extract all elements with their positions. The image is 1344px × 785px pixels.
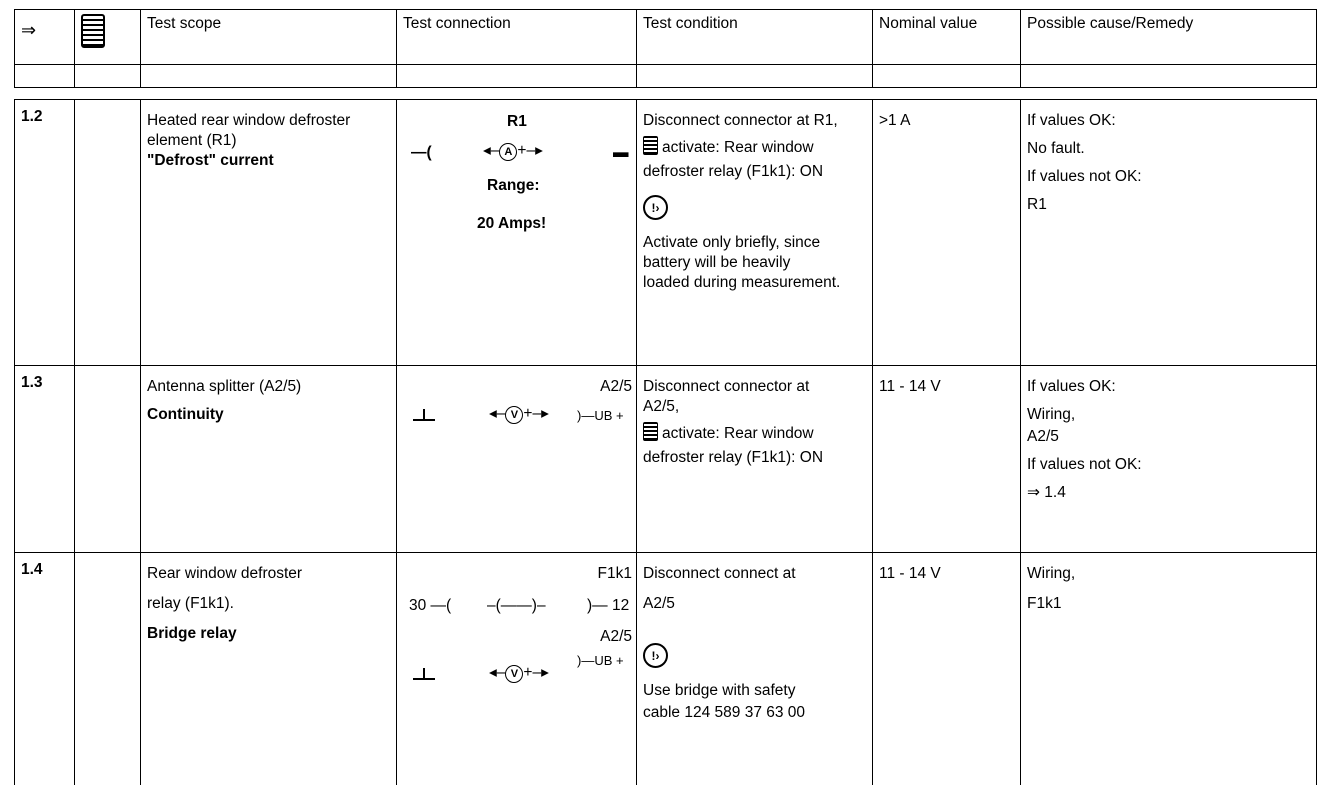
cause-line: Wiring,	[1027, 406, 1316, 424]
connection-label: R1	[507, 113, 527, 131]
scope-line: Antenna splitter (A2/5)	[147, 378, 396, 396]
possible-cause-cell	[1021, 100, 1317, 366]
cause-line: No fault.	[1027, 140, 1316, 158]
scope-bold: "Defrost" current	[147, 152, 396, 170]
table-row	[15, 100, 1317, 366]
test-connection-cell	[397, 553, 637, 785]
header-possible-cause: Possible cause/Remedy	[1021, 10, 1317, 65]
cause-line: If values not OK:	[1027, 168, 1316, 186]
header-empty-cell	[75, 65, 141, 88]
terminal-30-label: 30	[409, 597, 426, 614]
condition-line: Disconnect connect at	[643, 565, 872, 583]
header-arrow: ⇒	[15, 10, 75, 65]
test-connection-cell	[397, 366, 637, 553]
header-empty-cell	[873, 65, 1021, 88]
connection-label: A2/5	[600, 628, 632, 646]
nominal-value: >1 A	[873, 100, 1021, 366]
condition-line: defroster relay (F1k1): ON	[643, 449, 872, 467]
range-value: 20 Amps!	[477, 215, 546, 233]
row-icon-cell	[75, 366, 141, 553]
ub-label: UB +	[594, 408, 623, 423]
tester-icon	[643, 422, 658, 441]
tester-icon	[643, 136, 658, 155]
header-empty-cell	[15, 65, 75, 88]
condition-line: defroster relay (F1k1): ON	[643, 163, 872, 181]
ammeter-icon: A	[499, 143, 517, 161]
condition-line: activate: Rear window	[662, 425, 814, 442]
nominal-value: 11 - 14 V	[873, 553, 1021, 785]
scope-line: Rear window defroster	[147, 565, 396, 583]
ammeter-symbol: ◂– A +–▸	[483, 141, 543, 161]
terminal-12: )— 12	[587, 597, 629, 615]
test-condition-cell	[637, 100, 873, 366]
test-table	[14, 99, 1317, 785]
test-scope-cell	[141, 553, 397, 785]
note-line: cable 124 589 37 63 00	[643, 704, 872, 722]
ub-terminal: )—UB +	[577, 653, 624, 668]
voltmeter-icon: V	[505, 665, 523, 683]
scope-bold: Bridge relay	[147, 625, 396, 643]
cause-line: If values OK:	[1027, 112, 1316, 130]
table-row	[15, 366, 1317, 553]
header-test-scope: Test scope	[141, 10, 397, 65]
range-label: Range:	[487, 177, 540, 195]
voltmeter-symbol: ◂– V +–▸	[489, 663, 549, 683]
header-tester-icon-cell	[75, 10, 141, 65]
cause-line: If values not OK:	[1027, 456, 1316, 474]
ub-terminal: )—UB +	[577, 408, 624, 423]
nominal-value: 11 - 14 V	[873, 366, 1021, 553]
header-test-condition: Test condition	[637, 10, 873, 65]
header-test-connection: Test connection	[397, 10, 637, 65]
note-line: loaded during measurement.	[643, 274, 872, 292]
cause-line: If values OK:	[1027, 378, 1316, 396]
probe-socket-icon: —(	[411, 144, 432, 162]
test-connection-cell	[397, 100, 637, 366]
note-line: Activate only briefly, since	[643, 234, 872, 252]
header-table	[14, 9, 1317, 88]
tester-icon	[81, 14, 105, 48]
test-scope-cell	[141, 366, 397, 553]
header-empty-cell	[397, 65, 637, 88]
row-number: 1.4	[15, 553, 75, 785]
condition-line: Disconnect connector at	[643, 378, 872, 396]
cause-line: A2/5	[1027, 428, 1316, 446]
scope-line: Heated rear window defroster	[147, 112, 396, 130]
condition-line: Disconnect connector at R1,	[643, 112, 872, 130]
header-empty-cell	[141, 65, 397, 88]
condition-line: A2/5,	[643, 398, 872, 416]
header-empty-cell	[637, 65, 873, 88]
connection-label: F1k1	[598, 565, 632, 583]
header-nominal-value: Nominal value	[873, 10, 1021, 65]
row-number: 1.2	[15, 100, 75, 366]
voltmeter-symbol: ◂– V +–▸	[489, 404, 549, 424]
voltmeter-icon: V	[505, 406, 523, 424]
terminal-12-label: 12	[612, 597, 629, 614]
row-icon-cell	[75, 553, 141, 785]
test-scope-cell	[141, 100, 397, 366]
terminal-30: 30 —(	[409, 597, 451, 615]
cause-line: Wiring,	[1027, 565, 1316, 583]
table-row	[15, 553, 1317, 785]
warning-note-icon: !›	[643, 643, 668, 668]
note-line: battery will be heavily	[643, 254, 872, 272]
row-number: 1.3	[15, 366, 75, 553]
header-empty-cell	[1021, 65, 1317, 88]
possible-cause-cell	[1021, 366, 1317, 553]
scope-bold: Continuity	[147, 406, 396, 424]
warning-note-icon: !›	[643, 195, 668, 220]
probe-plug-icon: ▬	[613, 144, 629, 162]
note-line: Use bridge with safety	[643, 682, 872, 700]
test-condition-cell	[637, 553, 873, 785]
ground-icon	[413, 409, 435, 421]
row-icon-cell	[75, 100, 141, 366]
condition-line: A2/5	[643, 595, 872, 613]
cause-line: F1k1	[1027, 595, 1316, 613]
possible-cause-cell	[1021, 553, 1317, 785]
ground-icon	[413, 668, 435, 680]
cause-line: ⇒ 1.4	[1027, 484, 1316, 502]
scope-line: element (R1)	[147, 132, 396, 150]
scope-line: relay (F1k1).	[147, 595, 396, 613]
connection-label: A2/5	[600, 378, 632, 396]
cause-line: R1	[1027, 196, 1316, 214]
ub-label: UB +	[594, 653, 623, 668]
test-condition-cell	[637, 366, 873, 553]
condition-line: activate: Rear window	[662, 139, 814, 156]
bridge-cable-icon: –(——)–	[487, 597, 546, 615]
